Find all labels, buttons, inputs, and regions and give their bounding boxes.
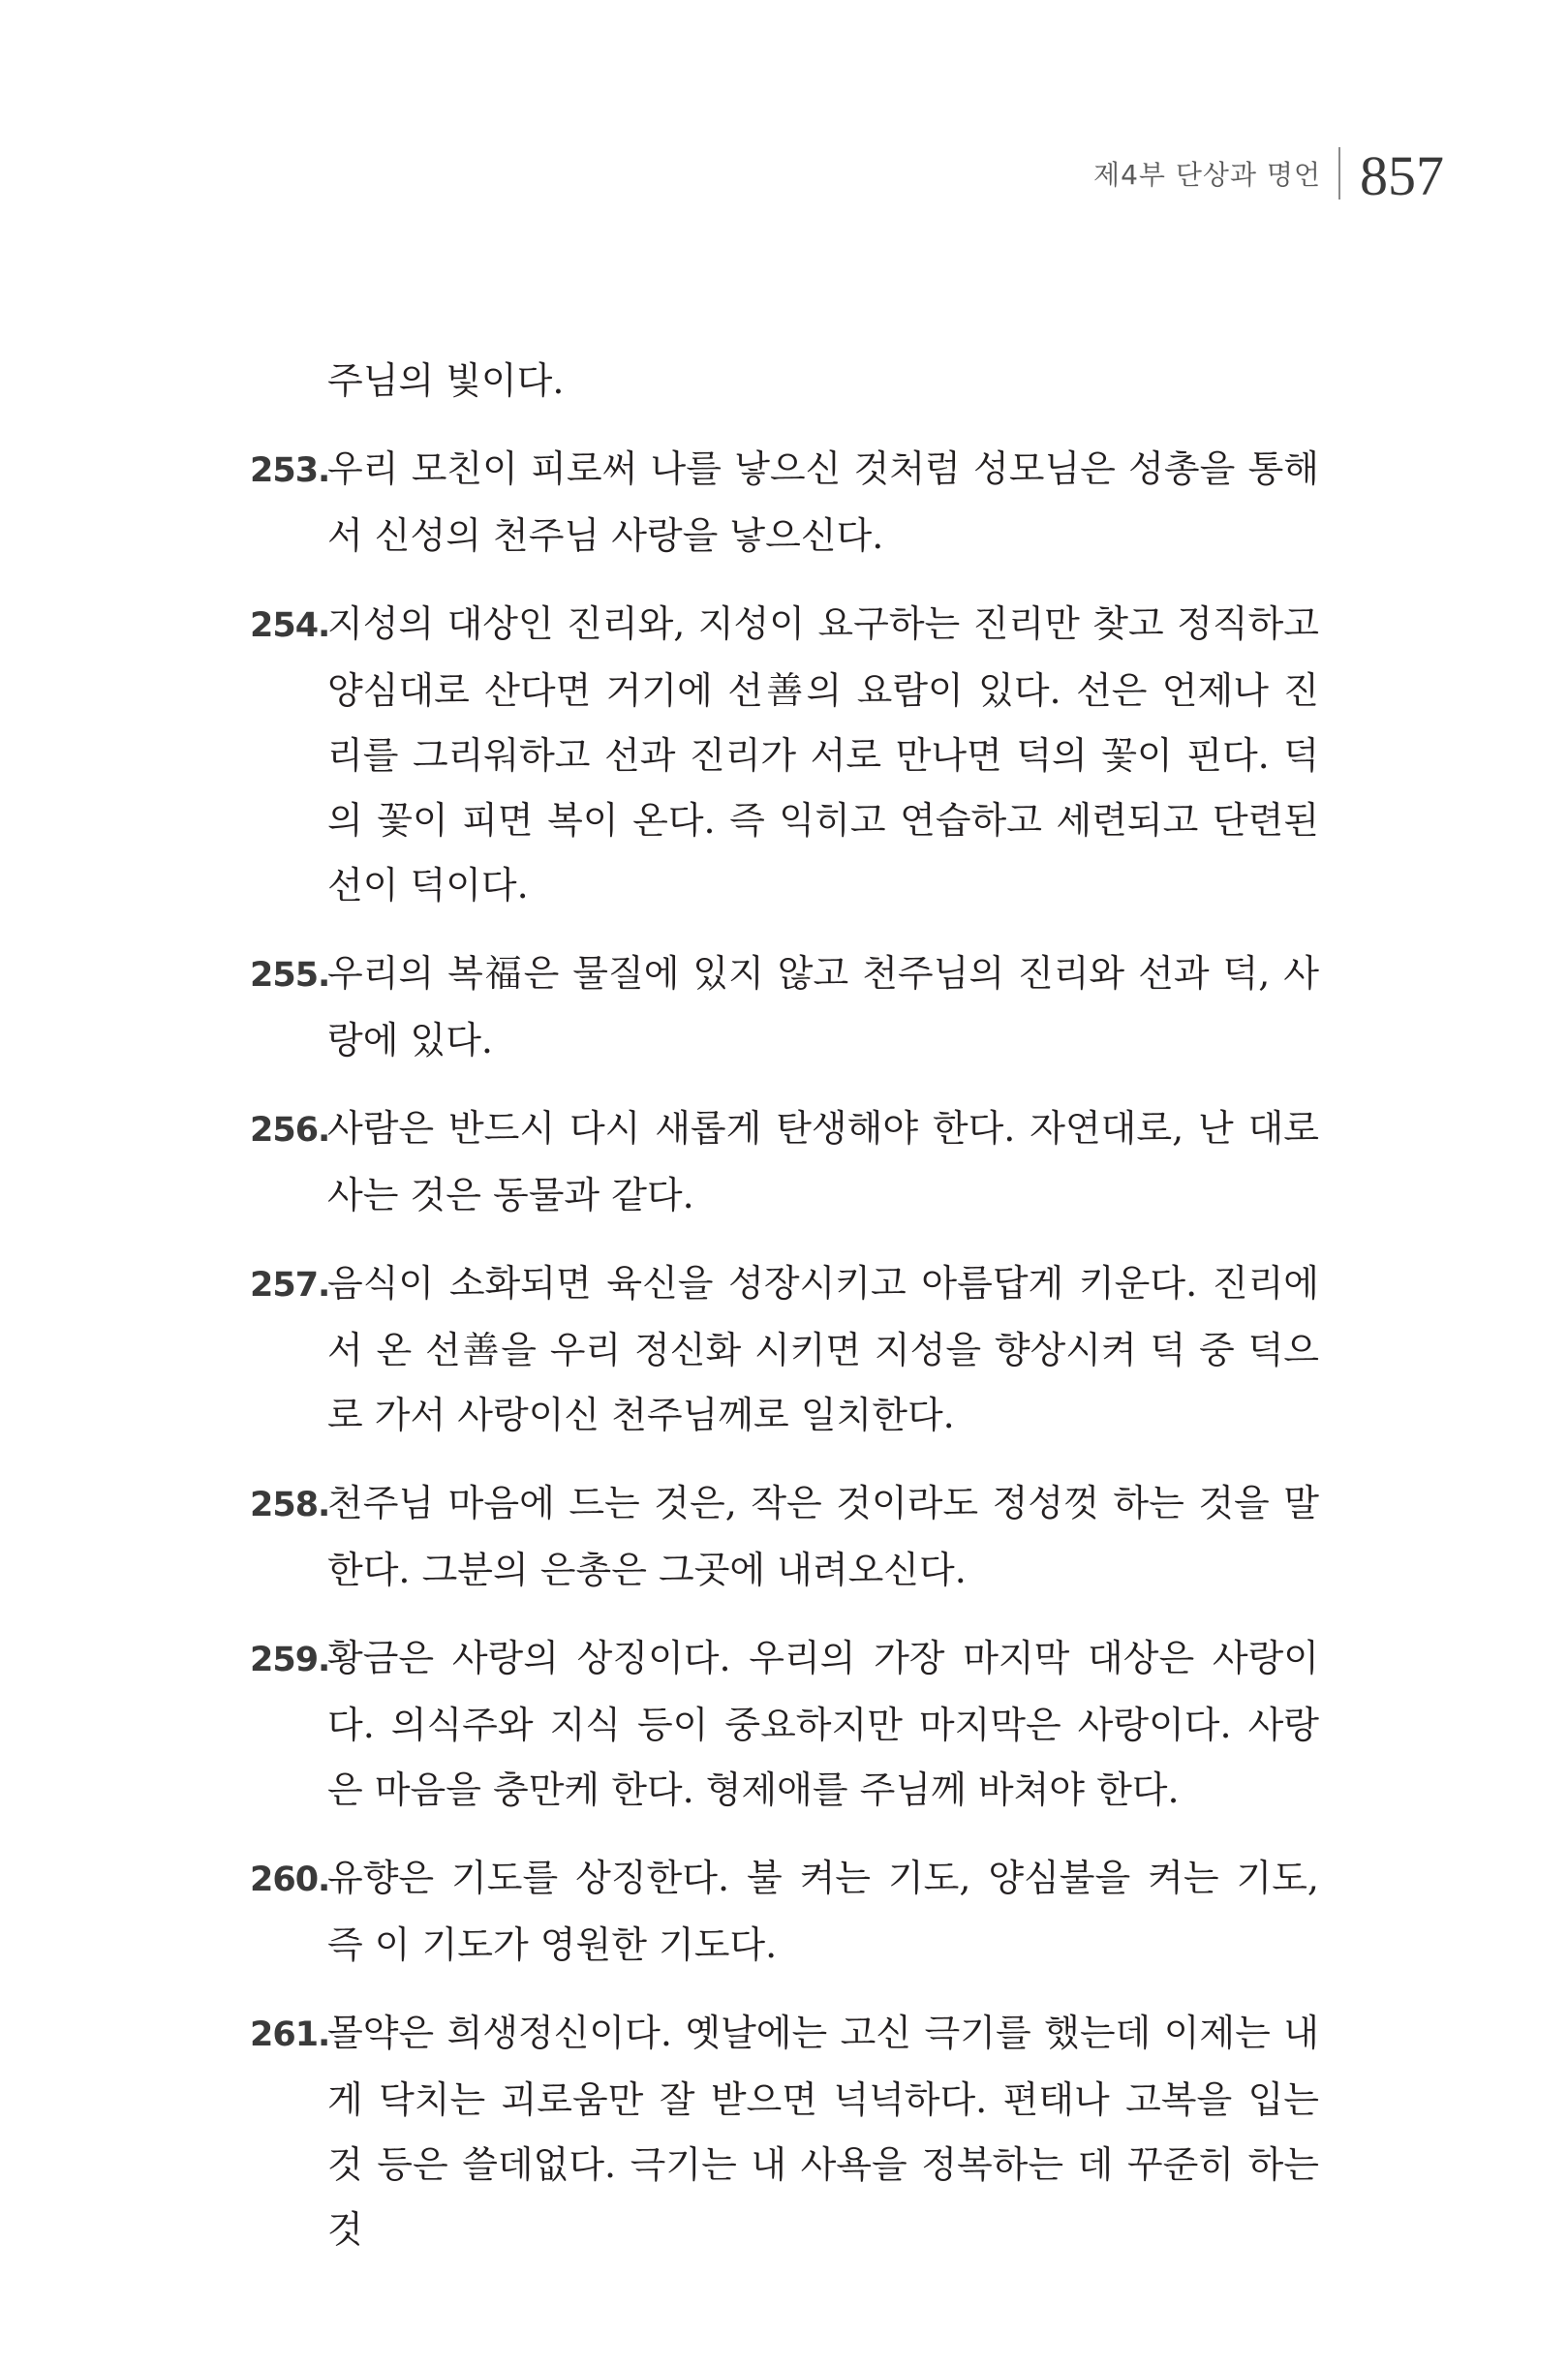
entry-number: 256. (250, 1111, 330, 1150)
header-divider (1338, 147, 1340, 200)
entry-256 (250, 1096, 1319, 1228)
entry-text: 음식이 소화되면 육신을 성장시키고 아름답게 키운다. 진리에서 온 선善을 우리 정신화 시키면 지성을 향상시켜 덕 중 덕으로 가서 사랑이신 천주님께로 일치한다. (327, 1262, 1319, 1436)
entry-number: 254. (250, 606, 330, 645)
section-title: 제4부 단상과 명언 (1093, 159, 1321, 191)
entry-260 (250, 1846, 1319, 1978)
entry-text: 사람은 반드시 다시 새롭게 탄생해야 한다. 자연대로, 난 대로 사는 것은 동물과 같다. (327, 1107, 1319, 1216)
entry-number: 255. (250, 956, 330, 995)
entry-259 (250, 1626, 1319, 1823)
entry-text: 천주님 마음에 드는 것은, 작은 것이라도 정성껏 하는 것을 말한다. 그분의 은총은 그곳에 내려오신다. (327, 1482, 1319, 1591)
entry-number: 258. (250, 1486, 330, 1524)
entry-text: 우리 모친이 피로써 나를 낳으신 것처럼 성모님은 성총을 통해서 신성의 천주님 사랑을 낳으신다. (327, 447, 1319, 557)
page-body (250, 349, 1319, 2286)
entry-number: 259. (250, 1641, 330, 1679)
entry-number: 260. (250, 1861, 330, 1899)
entry-257 (250, 1251, 1319, 1448)
entry-255 (250, 941, 1319, 1073)
entry-text: 몰약은 희생정신이다. 옛날에는 고신 극기를 했는데 이제는 내게 닥치는 괴로움만 잘 받으면 넉넉하다. 편태나 고복을 입는 것 등은 쓸데없다. 극기는 내 사욕을 정복하는 데 꾸준히 하는 것 (327, 2012, 1319, 2251)
entry-261 (250, 2001, 1319, 2262)
entry-text: 지성의 대상인 진리와, 지성이 요구하는 진리만 찾고 정직하고 양심대로 산다면 거기에 선善의 요람이 있다. 선은 언제나 진리를 그리워하고 선과 진리가 서로 만나면 덕의 꽃이 핀다. 덕의 꽃이 피면 복이 온다. 즉 익히고 연습하고 세련되고 단련된 선이 덕이다. (327, 602, 1319, 907)
continuation-text: 주님의 빛이다. (327, 359, 565, 402)
entry-text: 황금은 사랑의 상징이다. 우리의 가장 마지막 대상은 사랑이다. 의식주와 지식 등이 중요하지만 마지막은 사랑이다. 사랑은 마음을 충만케 한다. 형제애를 주님께 바쳐야 한다. (327, 1637, 1319, 1811)
entry-number: 253. (250, 451, 330, 490)
entry-number: 257. (250, 1266, 330, 1305)
entry-text: 유향은 기도를 상징한다. 불 켜는 기도, 양심불을 켜는 기도, 즉 이 기도가 영원한 기도다. (327, 1857, 1319, 1966)
entry-258 (250, 1471, 1319, 1603)
entry-text: 우리의 복福은 물질에 있지 않고 천주님의 진리와 선과 덕, 사랑에 있다. (327, 952, 1319, 1061)
entry-number: 261. (250, 2015, 330, 2054)
running-header (1093, 144, 1444, 207)
page-number: 857 (1360, 144, 1444, 207)
entry-254 (250, 592, 1319, 918)
entry-253 (250, 437, 1319, 569)
